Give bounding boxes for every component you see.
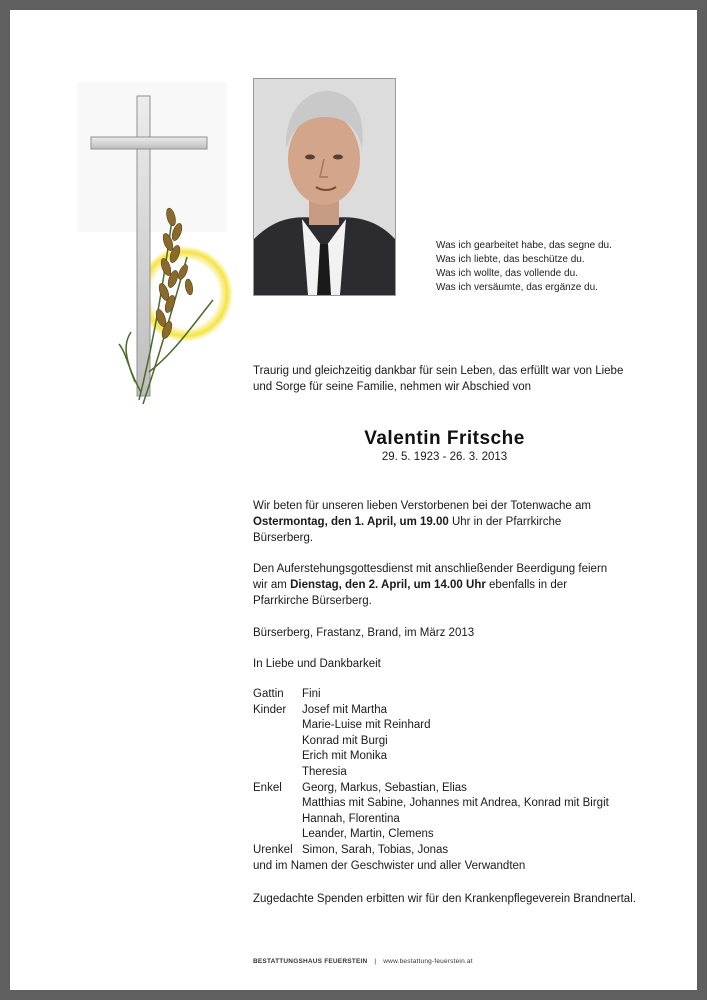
cross-shadow <box>77 82 227 232</box>
family-entry: Konrad mit Burgi <box>302 734 388 747</box>
wake-line: Wir beten für unseren lieben Verstorbenen bei der Totenwache am <box>253 500 591 512</box>
family-list <box>253 687 609 874</box>
family-entry: Fini <box>302 688 321 700</box>
family-label: Kinder <box>253 703 287 716</box>
family-entry: Theresia <box>302 765 347 778</box>
poem <box>436 239 612 295</box>
life-dates: 29. 5. 1923 - 26. 3. 2013 <box>381 451 508 463</box>
funeral-line: Den Auferstehungsgottesdienst mit anschließender Beerdigung feiern <box>253 563 608 575</box>
poem-line: Was ich liebte, das beschütze du. <box>436 254 585 265</box>
family-row <box>253 687 609 703</box>
family-entry: Simon, Sarah, Tobias, Jonas <box>302 843 449 856</box>
poem-line: Was ich wollte, das vollende du. <box>436 268 578 279</box>
family-entry: Marie-Luise mit Reinhard <box>302 719 431 732</box>
family-row <box>253 843 609 859</box>
cross-wheat-emblem <box>65 82 265 412</box>
poem-line: Was ich versäumte, das ergänze du. <box>436 282 598 293</box>
funeral-text: wir am <box>253 579 291 591</box>
footer <box>253 958 473 965</box>
intro-text <box>253 363 648 395</box>
funeral-home-url[interactable]: www.bestattung-feuerstein.at <box>383 958 473 965</box>
family-entry: Matthias mit Sabine, Johannes mit Andrea, Konrad mit Birgit <box>302 797 609 810</box>
wake-line <box>253 514 643 530</box>
family-label: Enkel <box>253 781 282 794</box>
family-entry: Georg, Markus, Sebastian, Elias <box>302 781 467 794</box>
donation-note: Zugedachte Spenden erbitten wir für den Krankenpflegeverein Brandnertal. <box>253 893 636 905</box>
wake-paragraph <box>253 498 643 546</box>
closing-line: In Liebe und Dankbarkeit <box>253 658 381 670</box>
footer-separator: | <box>374 958 377 965</box>
family-entry: Leander, Martin, Clemens <box>302 828 434 841</box>
family-label: Gattin <box>253 688 284 700</box>
relatives-line: und im Namen der Geschwister und aller Verwandten <box>253 859 526 872</box>
family-label: Urenkel <box>253 843 293 856</box>
funeral-home-name: BESTATTUNGSHAUS FEUERSTEIN <box>253 958 368 965</box>
sun-shape <box>137 246 233 342</box>
family-entry: Hannah, Florentina <box>302 812 400 825</box>
family-row <box>253 781 609 843</box>
portrait-photo <box>253 78 396 296</box>
poem-line: Was ich gearbeitet habe, das segne du. <box>436 240 612 251</box>
intro-line: und Sorge für seine Familie, nehmen wir Abschied von <box>253 381 532 393</box>
cross-horizontal-beam <box>91 137 207 149</box>
wake-text: Uhr in der Pfarrkirche <box>448 516 562 528</box>
wake-line: Bürserberg. <box>253 532 314 544</box>
wake-date: Ostermontag, den 1. April, um 19.00 <box>253 516 449 528</box>
obituary-page <box>10 10 697 990</box>
funeral-date: Dienstag, den 2. April, um 14.00 Uhr <box>290 579 486 591</box>
portrait-image <box>254 79 395 295</box>
deceased-name: Valentin Fritsche <box>364 428 525 449</box>
place-date: Bürserberg, Frastanz, Brand, im März 2013 <box>253 627 475 639</box>
funeral-paragraph <box>253 561 643 609</box>
funeral-line: Pfarrkirche Bürserberg. <box>253 595 372 607</box>
family-entry: Erich mit Monika <box>302 750 387 763</box>
family-entry: Josef mit Martha <box>302 703 387 716</box>
funeral-line <box>253 577 643 593</box>
funeral-text: ebenfalls in der <box>485 579 568 591</box>
family-row <box>253 703 609 781</box>
intro-line: Traurig und gleichzeitig dankbar für sein Leben, das erfüllt war von Liebe <box>253 365 624 377</box>
